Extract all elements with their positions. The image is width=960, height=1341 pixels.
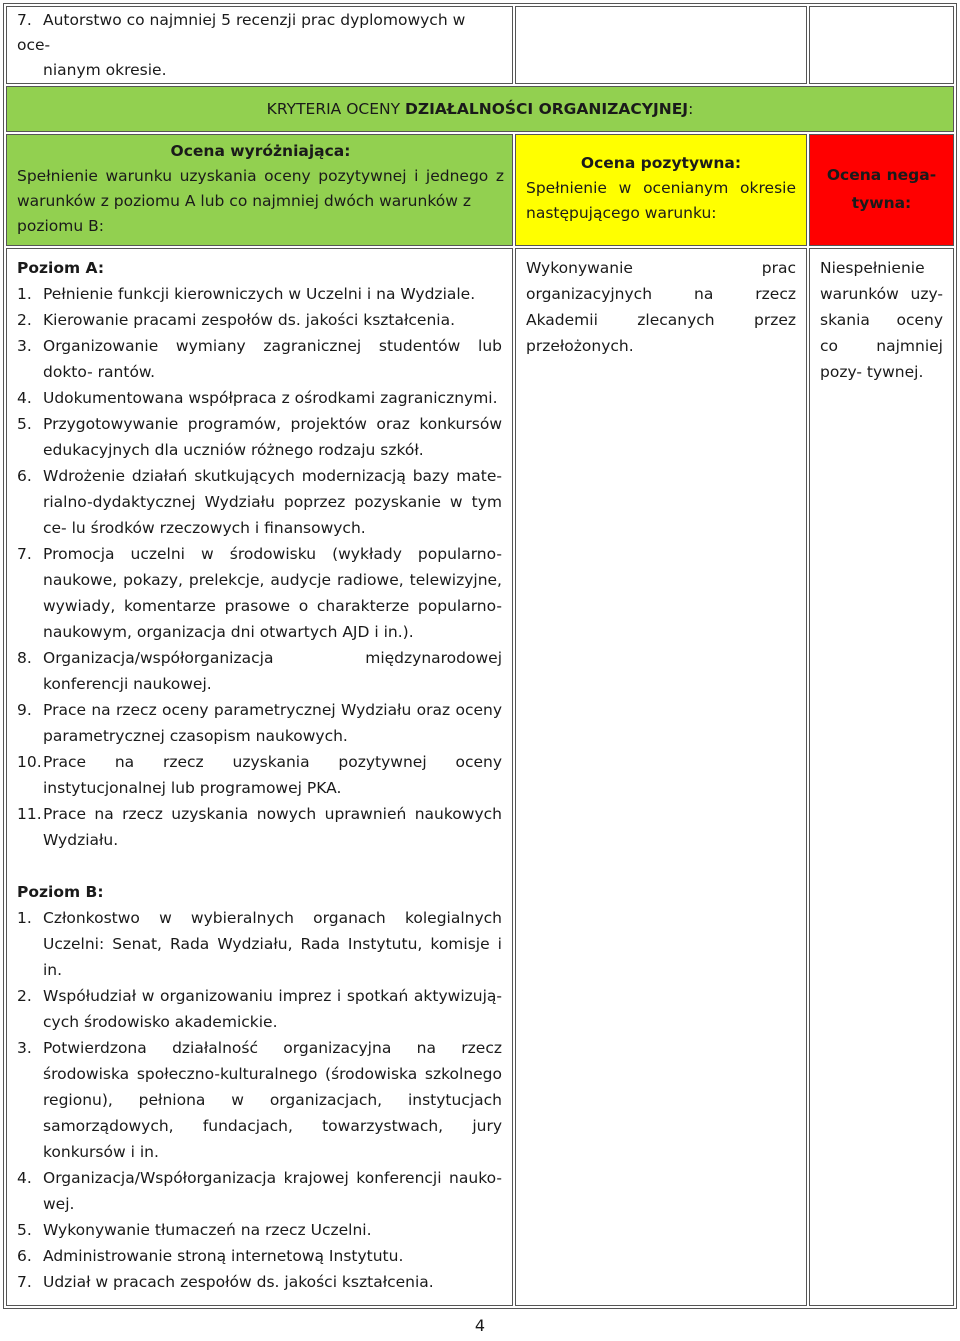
list-item-number: 4. bbox=[17, 389, 32, 407]
list-item bbox=[17, 411, 502, 463]
list-item-text: Członkostwo w wybieralnych organach kolegialnych Uczelni: Senat, Rada Wydziału, Rada Instytutu, komisje i in. bbox=[43, 909, 502, 979]
list-item-text: Współudział w organizowaniu imprez i spotkań aktywizują- cych środowisko akademickie. bbox=[43, 987, 502, 1031]
negative-title-line1: Ocena nega- bbox=[826, 166, 937, 184]
distinguished-body bbox=[6, 248, 513, 1306]
list-item-text: Prace na rzecz uzyskania pozytywnej oceny instytucjonalnej lub programowej PKA. bbox=[43, 753, 502, 797]
list-item bbox=[17, 801, 502, 853]
previous-criterion-cell bbox=[6, 6, 513, 84]
list-item-number: 3. bbox=[17, 337, 32, 355]
list-item bbox=[17, 1035, 502, 1165]
list-item bbox=[17, 463, 502, 541]
list-item-number: 1. bbox=[17, 285, 32, 303]
list-item bbox=[17, 749, 502, 801]
list-item-number: 5. bbox=[17, 415, 32, 433]
level-a-list bbox=[17, 281, 502, 853]
list-item bbox=[17, 1165, 502, 1217]
list-item-number: 5. bbox=[17, 1221, 32, 1239]
distinguished-text: Spełnienie warunku uzyskania oceny pozytywnej i jednego z warunków z poziomu A lub co najmniej dwóch warunków z bbox=[17, 167, 504, 210]
list-item-text: Prace na rzecz oceny parametrycznej Wydziału oraz oceny parametrycznej czasopism naukowych. bbox=[43, 701, 502, 745]
level-b-title: Poziom B: bbox=[17, 883, 104, 901]
list-item bbox=[17, 1217, 502, 1243]
list-item-number: 2. bbox=[17, 987, 32, 1005]
list-item-text: Prace na rzecz uzyskania nowych uprawnień naukowych Wydziału. bbox=[43, 805, 502, 849]
list-item-text: Administrowanie stroną internetową Instytutu. bbox=[43, 1247, 404, 1265]
list-item-number: 3. bbox=[17, 1039, 32, 1057]
criteria-table bbox=[3, 3, 957, 1309]
list-item bbox=[17, 905, 502, 983]
list-item bbox=[17, 697, 502, 749]
list-item bbox=[17, 281, 502, 307]
list-item-text: Wdrożenie działań skutkujących modernizacją bazy mate- rialno-dydaktycznej Wydziału poprzez pozyskanie w tym ce- lu środków rzeczowych i finansowych. bbox=[43, 467, 502, 537]
empty-cell bbox=[515, 6, 807, 84]
level-b-list bbox=[17, 905, 502, 1295]
list-item bbox=[17, 333, 502, 385]
list-item-text: Organizowanie wymiany zagranicznej studentów lub dokto- rantów. bbox=[43, 337, 502, 381]
list-item-text: Kierowanie pracami zespołów ds. jakości kształcenia. bbox=[43, 311, 456, 329]
distinguished-header bbox=[6, 134, 513, 246]
list-item bbox=[17, 983, 502, 1035]
list-item-number: 6. bbox=[17, 1247, 32, 1265]
list-item-number: 10. bbox=[17, 753, 42, 771]
list-item bbox=[17, 385, 502, 411]
distinguished-title: Ocena wyróżniająca: bbox=[170, 142, 351, 160]
list-item-text: Promocja uczelni w środowisku (wykłady popularno- naukowe, pokazy, prelekcje, audycje radiowe, telewizyjne, wywiady, komentarze prasowe o charakterze popularno- naukowym, organizacja dni otwartych AJD i in.). bbox=[43, 545, 502, 641]
list-item-number: 6. bbox=[17, 467, 32, 485]
header-row bbox=[6, 134, 954, 246]
list-item-number: 4. bbox=[17, 1169, 32, 1187]
list-item-number: 11. bbox=[17, 805, 42, 823]
item-text-line1: Autorstwo co najmniej 5 recenzji prac dyplomowych w oce- bbox=[17, 11, 466, 54]
previous-criterion-row bbox=[6, 6, 954, 84]
banner-text: KRYTERIA OCENY bbox=[266, 100, 406, 118]
positive-body: Wykonywanie prac organizacyjnych na rzecz Akademii zlecanych przez przełożonych. bbox=[515, 248, 807, 1306]
list-item-number: 7. bbox=[17, 1273, 32, 1291]
positive-header bbox=[515, 134, 807, 246]
list-item bbox=[17, 645, 502, 697]
level-a-title: Poziom A: bbox=[17, 259, 105, 277]
item-number: 7. bbox=[17, 11, 32, 29]
list-item-number: 7. bbox=[17, 545, 32, 563]
negative-title-line2: tywna: bbox=[851, 194, 912, 212]
body-row bbox=[6, 248, 954, 1306]
list-item-text: Organizacja/Współorganizacja krajowej konferencji nauko- wej. bbox=[43, 1169, 502, 1213]
list-item-text: Organizacja/współorganizacja międzynarodowej konferencji naukowej. bbox=[43, 649, 502, 693]
list-item-number: 1. bbox=[17, 909, 32, 927]
list-item-text: Przygotowywanie programów, projektów oraz konkursów edukacyjnych dla uczniów różnego rodzaju szkół. bbox=[43, 415, 502, 459]
list-item-text: Potwierdzona działalność organizacyjna na rzecz środowiska społeczno-kulturalnego (środowiska szkolnego regionu), pełniona w organizacjach, instytucjach samorządowych, fundacjach, towarzystwach, jury konkursów i in. bbox=[43, 1039, 502, 1161]
list-item-text: Wykonywanie tłumaczeń na rzecz Uczelni. bbox=[43, 1221, 372, 1239]
banner-suffix: : bbox=[688, 100, 694, 118]
section-banner bbox=[6, 86, 954, 132]
list-item-text: Pełnienie funkcji kierowniczych w Uczelni i na Wydziale. bbox=[43, 285, 476, 303]
distinguished-text-end: poziomu B: bbox=[17, 217, 104, 235]
banner-row bbox=[6, 86, 954, 132]
positive-title: Ocena pozytywna: bbox=[580, 154, 742, 172]
negative-body: Niespełnienie warunków uzy- skania oceny co najmniej pozy- tywnej. bbox=[809, 248, 954, 1306]
list-item-number: 8. bbox=[17, 649, 32, 667]
negative-header bbox=[809, 134, 954, 246]
page-number: 4 bbox=[474, 1316, 486, 1335]
list-item bbox=[17, 307, 502, 333]
list-item-text: Udokumentowana współpraca z ośrodkami zagranicznymi. bbox=[43, 389, 498, 407]
empty-cell bbox=[809, 6, 954, 84]
list-item bbox=[17, 1243, 502, 1269]
item-text-line2: nianym okresie. bbox=[43, 61, 167, 79]
list-item-number: 9. bbox=[17, 701, 32, 719]
list-item bbox=[17, 541, 502, 645]
banner-bold-text: DZIAŁALNOŚCI ORGANIZACYJNEJ bbox=[405, 100, 689, 118]
positive-text: Spełnienie w ocenianym okresie następującego warunku: bbox=[526, 179, 796, 222]
list-item-number: 2. bbox=[17, 311, 32, 329]
list-item bbox=[17, 1269, 502, 1295]
list-item-text: Udział w pracach zespołów ds. jakości kształcenia. bbox=[43, 1273, 434, 1291]
